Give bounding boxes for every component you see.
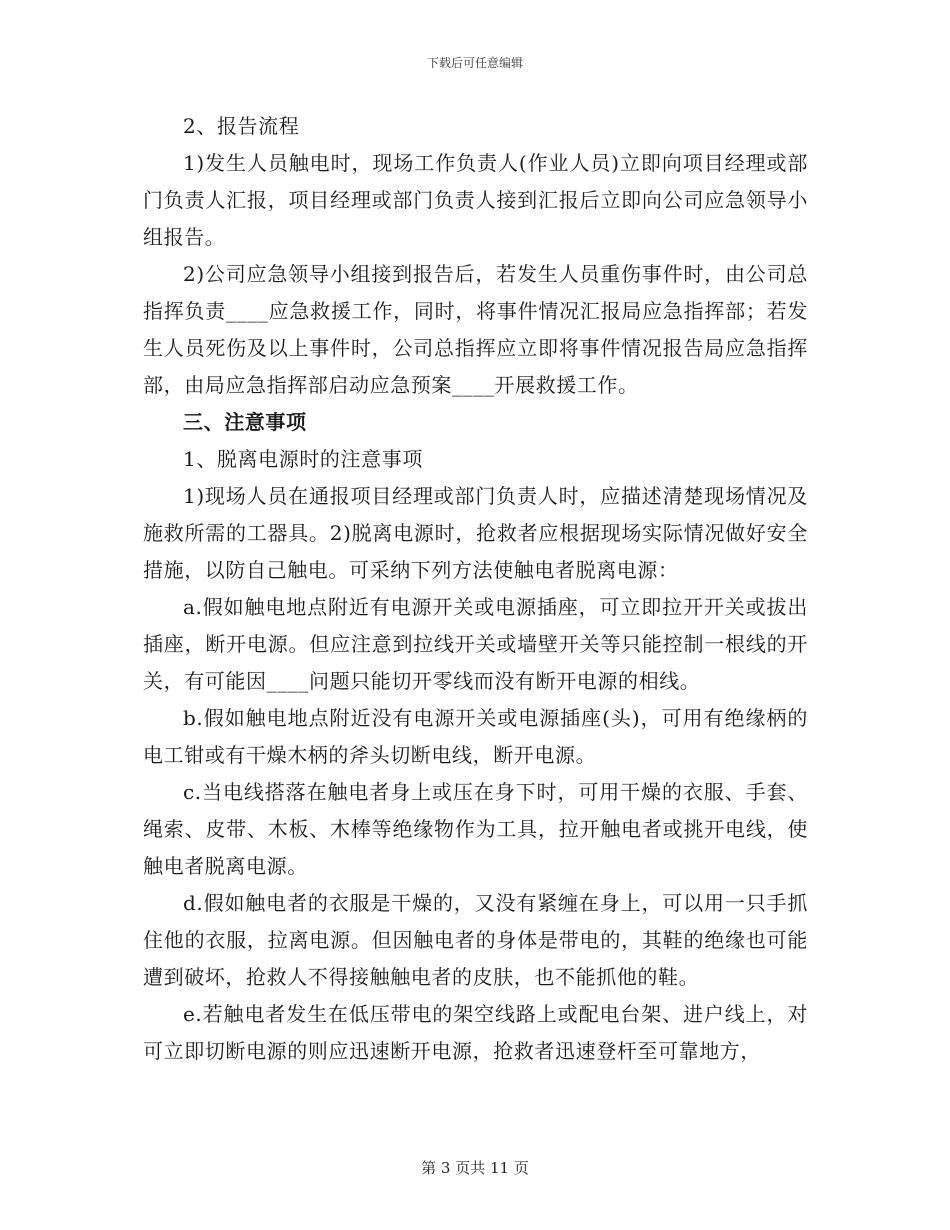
paragraph-method-a: a.假如触电地点附近有电源开关或电源插座，可立即拉开开关或拔出插座，断开电源。但应注意到拉线开关或墙壁开关等只能控制一根线的开关，有可能因____问题只能切开零线而没有断开电源的相线。 (143, 595, 808, 693)
page-number-footer: 第 3 页共 11 页 (421, 1159, 529, 1177)
paragraph-method-b: b.假如触电地点附近没有电源开关或电源插座(头)，可用有绝缘柄的电工钳或有干燥木柄的斧头切断电线，断开电源。 (143, 706, 808, 767)
document-body (143, 108, 808, 1070)
paragraph-report-step-1: 1)发生人员触电时，现场工作负责人(作业人员)立即向项目经理或部门负责人汇报，项目经理或部门负责人接到汇报后立即向公司应急领导小组报告。 (143, 151, 808, 249)
subheading-disconnect-precautions: 1、脱离电源时的注意事项 (183, 447, 423, 471)
paragraph-method-c: c.当电线搭落在触电者身上或压在身下时，可用干燥的衣服、手套、绳索、皮带、木板、木棒等绝缘物作为工具，拉开触电者或挑开电线，使触电者脱离电源。 (143, 780, 808, 878)
paragraph-method-e: e.若触电者发生在低压带电的架空线路上或配电台架、进户线上，对可立即切断电源的则应迅速断开电源，抢救者迅速登杆至可靠地方， (143, 1002, 808, 1063)
subheading-report-process: 2、报告流程 (183, 114, 300, 138)
paragraph-disconnect-intro: 1)现场人员在通报项目经理或部门负责人时，应描述清楚现场情况及施救所需的工器具。2)脱离电源时，抢救者应根据现场实际情况做好安全措施，以防自己触电。可采纳下列方法使触电者脱离电源： (143, 484, 808, 582)
header-note: 下载后可任意编辑 (426, 56, 523, 70)
section-heading-precautions: 三、注意事项 (183, 410, 307, 434)
paragraph-report-step-2: 2)公司应急领导小组接到报告后，若发生人员重伤事件时，由公司总指挥负责____应急救援工作，同时，将事件情况汇报局应急指挥部；若发生人员死伤及以上事件时，公司总指挥应立即将事件情况报告局应急指挥部，由局应急指挥部启动应急预案____开展救援工作。 (143, 262, 808, 397)
paragraph-method-d: d.假如触电者的衣服是干燥的，又没有紧缠在身上，可以用一只手抓住他的衣服，拉离电源。但因触电者的身体是带电的，其鞋的绝缘也可能遭到破坏，抢救人不得接触触电者的皮肤，也不能抓他的鞋。 (143, 891, 808, 989)
